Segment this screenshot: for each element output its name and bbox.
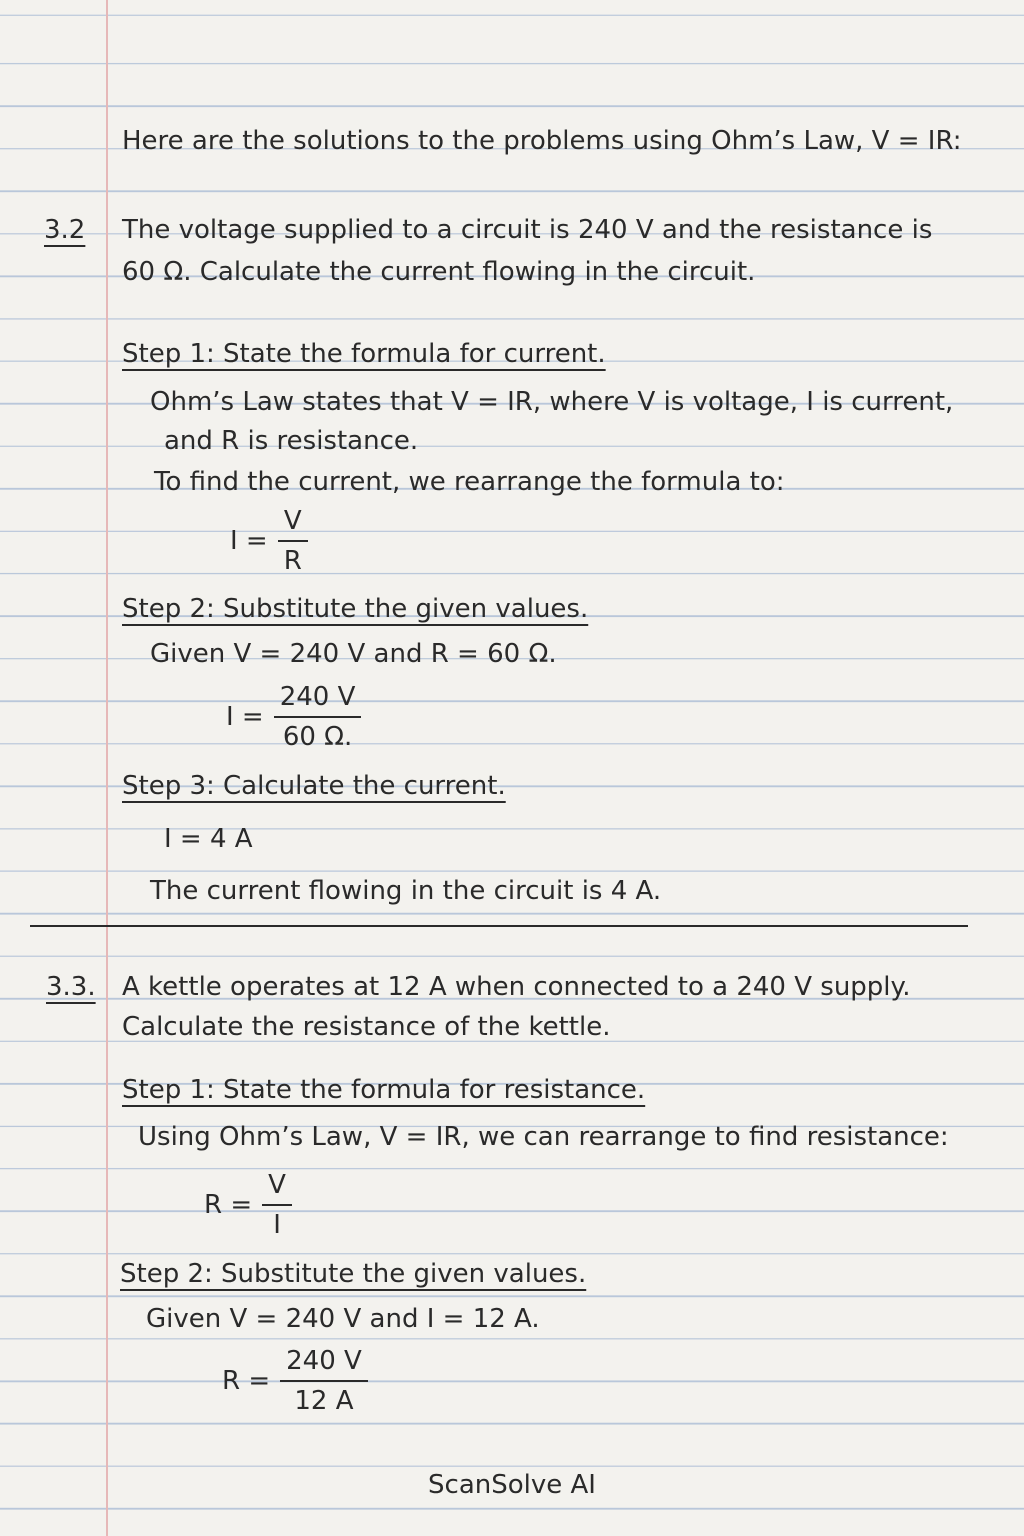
formula-denominator: 12 A (294, 1386, 354, 1416)
p32-step1-title: Step 1: State the formula for current. (122, 339, 606, 369)
formula-denominator: I (273, 1210, 281, 1240)
p32-step1-line3: To find the current, we rearrange the formula to: (154, 467, 785, 497)
intro-text: Here are the solutions to the problems using Ohm’s Law, V = IR: (122, 126, 962, 156)
formula-numerator: 240 V (280, 1346, 368, 1382)
p32-step3-result: I = 4 A (164, 824, 253, 854)
p32-conclusion: The current flowing in the circuit is 4 A. (150, 876, 662, 906)
formula-lhs: R = (222, 1366, 271, 1396)
p32-step1-line1: Ohm’s Law states that V = IR, where V is voltage, I is current, (150, 387, 954, 417)
formula-numerator: 240 V (274, 682, 362, 718)
section-divider (30, 925, 968, 927)
formula-denominator: 60 Ω. (282, 722, 353, 752)
p32-step3-title: Step 3: Calculate the current. (122, 771, 506, 801)
formula-lhs: R = (204, 1190, 253, 1220)
problem-3-3-line1: A kettle operates at 12 A when connected to a 240 V supply. (122, 972, 911, 1002)
problem-3-2-line1: The voltage supplied to a circuit is 240 V and the resistance is (122, 215, 933, 245)
p32-step2-line1: Given V = 240 V and R = 60 Ω. (150, 639, 557, 669)
p32-step1-line2: and R is resistance. (164, 426, 419, 456)
formula-resistance-substituted (222, 1346, 368, 1416)
formula-numerator: V (278, 506, 308, 542)
problem-3-3-line2: Calculate the resistance of the kettle. (122, 1012, 611, 1042)
problem-3-2-number: 3.2 (44, 215, 86, 245)
formula-lhs: I = (226, 702, 264, 732)
p33-step1-title: Step 1: State the formula for resistance. (122, 1075, 646, 1105)
formula-current (230, 506, 308, 576)
p33-step1-line1: Using Ohm’s Law, V = IR, we can rearrange to find resistance: (138, 1122, 949, 1152)
p32-step2-title: Step 2: Substitute the given values. (122, 594, 589, 624)
formula-numerator: V (262, 1170, 292, 1206)
formula-resistance (204, 1170, 292, 1240)
formula-lhs: I = (230, 526, 268, 556)
margin-line (106, 0, 108, 1536)
problem-3-2-line2: 60 Ω. Calculate the current flowing in the circuit. (122, 257, 756, 287)
p33-step2-title: Step 2: Substitute the given values. (120, 1259, 587, 1289)
formula-current-substituted (226, 682, 361, 752)
problem-3-3-number: 3.3. (46, 972, 96, 1002)
footer-watermark: ScanSolve AI (428, 1470, 596, 1500)
p33-step2-line1: Given V = 240 V and I = 12 A. (146, 1304, 540, 1334)
formula-denominator: R (283, 546, 302, 576)
